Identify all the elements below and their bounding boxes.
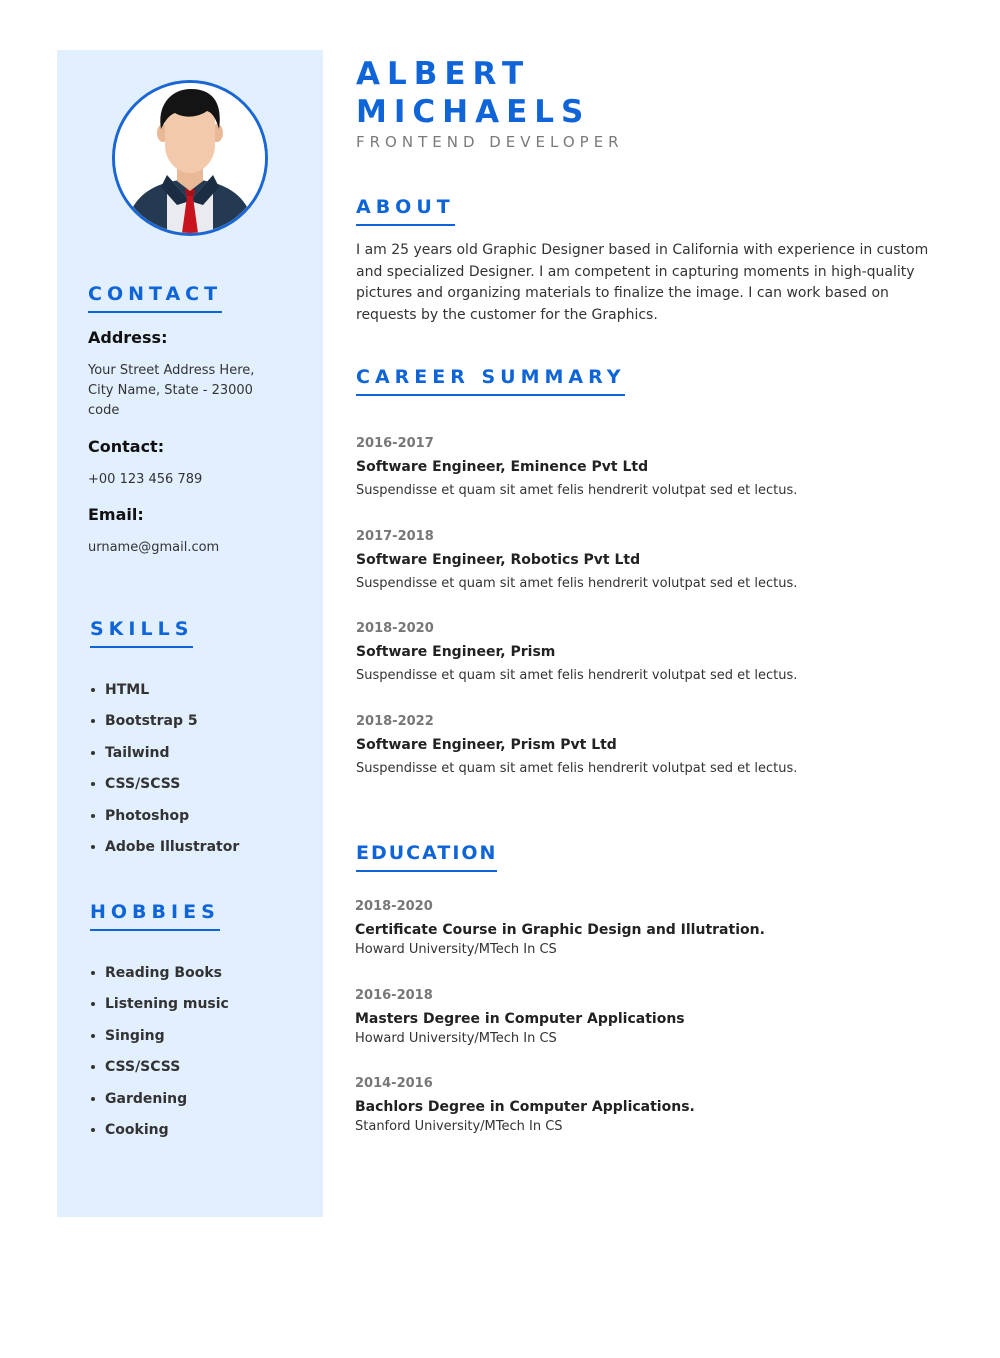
phone-label: Contact: — [88, 437, 165, 456]
career-title: Software Engineer, Eminence Pvt Ltd — [356, 459, 649, 475]
hobby-item: Singing — [91, 1026, 229, 1057]
skill-item: HTML — [91, 680, 239, 711]
career-heading: CAREER SUMMARY — [356, 366, 625, 396]
career-entry — [356, 713, 956, 778]
career-desc: Suspendisse et quam sit amet felis hendrerit volutpat sed et lectus. — [356, 576, 798, 591]
education-school: Howard University/MTech In CS — [355, 1031, 557, 1046]
education-entry — [355, 987, 955, 1048]
hobby-item: Listening music — [91, 994, 229, 1025]
career-entry — [356, 620, 956, 685]
education-school: Stanford University/MTech In CS — [355, 1119, 563, 1134]
education-years: 2016-2018 — [355, 988, 433, 1003]
education-entry — [355, 898, 955, 959]
skill-item: Tailwind — [91, 743, 239, 774]
hobby-item: Cooking — [91, 1120, 229, 1151]
career-title: Software Engineer, Robotics Pvt Ltd — [356, 552, 641, 568]
career-entry — [356, 528, 956, 593]
skills-list — [91, 680, 239, 868]
sidebar — [57, 50, 323, 1217]
education-entry — [355, 1075, 955, 1136]
full-name — [356, 55, 590, 131]
last-name: MICHAELS — [356, 94, 591, 130]
career-title: Software Engineer, Prism Pvt Ltd — [356, 737, 617, 753]
career-desc: Suspendisse et quam sit amet felis hendrerit volutpat sed et lectus. — [356, 483, 798, 498]
career-title: Software Engineer, Prism — [356, 644, 556, 660]
education-title: Bachlors Degree in Computer Applications. — [355, 1099, 695, 1115]
person-avatar-icon — [112, 80, 268, 236]
career-entry — [356, 435, 956, 500]
skill-item: Bootstrap 5 — [91, 711, 239, 742]
email-value: urname@gmail.com — [88, 540, 220, 555]
hobbies-list — [91, 963, 229, 1151]
skill-item: Photoshop — [91, 806, 239, 837]
career-years: 2016-2017 — [356, 436, 434, 451]
hobby-item: CSS/SCSS — [91, 1057, 229, 1088]
phone-value: +00 123 456 789 — [88, 472, 203, 487]
career-desc: Suspendisse et quam sit amet felis hendrerit volutpat sed et lectus. — [356, 668, 798, 683]
hobby-item: Gardening — [91, 1089, 229, 1120]
job-role: FRONTEND DEVELOPER — [356, 133, 624, 151]
skill-item: Adobe Illustrator — [91, 837, 239, 868]
education-title: Masters Degree in Computer Applications — [355, 1011, 685, 1027]
address-label: Address: — [88, 328, 168, 347]
education-school: Howard University/MTech In CS — [355, 942, 557, 957]
contact-heading: CONTACT — [88, 283, 222, 313]
career-years: 2017-2018 — [356, 529, 434, 544]
education-heading: EDUCATION — [356, 842, 497, 872]
about-text: I am 25 years old Graphic Designer based in California with experience in custom and specialized Designer. I am competent in capturing moments in high-quality pictures and organizing materials to finalize the image. I can work based on requests by the customer for the Graphics. — [356, 242, 929, 323]
hobbies-heading: HOBBIES — [90, 901, 220, 931]
career-years: 2018-2020 — [356, 621, 434, 636]
about-heading: ABOUT — [356, 196, 455, 226]
skill-item: CSS/SCSS — [91, 774, 239, 805]
hobby-item: Reading Books — [91, 963, 229, 994]
career-desc: Suspendisse et quam sit amet felis hendrerit volutpat sed et lectus. — [356, 761, 798, 776]
skills-heading: SKILLS — [90, 618, 193, 648]
email-label: Email: — [88, 505, 144, 524]
education-title: Certificate Course in Graphic Design and Illutration. — [355, 922, 765, 938]
education-years: 2018-2020 — [355, 899, 433, 914]
career-years: 2018-2022 — [356, 714, 434, 729]
address-value: Your Street Address Here, City Name, State - 23000 code — [88, 363, 255, 418]
first-name: ALBERT — [356, 56, 531, 92]
education-years: 2014-2016 — [355, 1076, 433, 1091]
